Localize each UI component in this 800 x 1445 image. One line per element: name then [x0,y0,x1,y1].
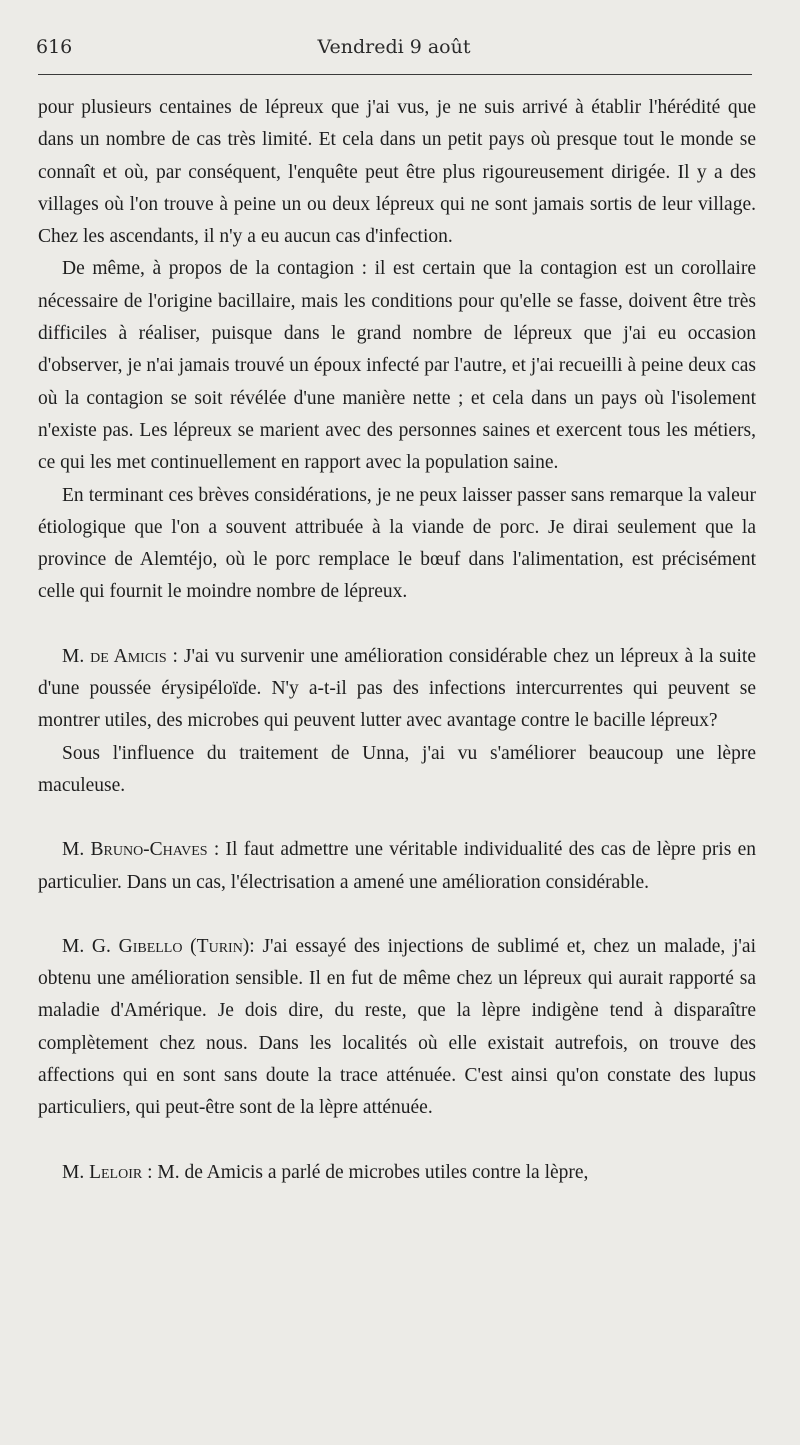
paragraph: En terminant ces brèves considérations, je ne peux laisser passer sans remarque la valeur étiologique que l'on a souvent attribuée à la viande de porc. Je dirai seulement que la province de Alemtéjo, où le porc remplace le bœuf dans l'alimentation, est précisément celle qui fournit le moindre nombre de lépreux. [38,484,756,603]
paragraph: Sous l'influence du traitement de Unna, j'ai vu s'améliorer beaucoup une lèpre maculeuse. [38,742,756,796]
header-rule [38,74,752,75]
section-gap [38,802,756,834]
text-body [38,92,756,1189]
speaker-name: M. G. Gibello (Turin): [62,935,255,957]
intervention-de-amicis [38,641,756,738]
section-gap [38,609,756,641]
speaker-name: M. Bruno-Chaves : [62,839,220,861]
intervention-text: J'ai vu survenir une amélioration considérable chez un lépreux à la suite d'une poussée érysipéloïde. N'y a-t-il pas des infections intercurrentes qui peuvent se montrer utiles, des microbes qui peuvent lutter avec avantage contre le bacille lépreux? [38,645,757,732]
intervention-bruno-chaves [38,834,756,899]
running-head [36,36,752,60]
intervention-gibello [38,931,756,1125]
intervention-text: J'ai essayé des injections de sublimé et, chez un malade, j'ai obtenu une amélioration sensible. Il en fut de même chez un lépreux qui aurait rapporté sa maladie d'Amérique. Je dois dire, du reste, que la lèpre indigène tend à disparaître complètement chez nous. Dans les localités où elle existait autrefois, on trouve des affections qui en sont sans doute la trace atténuée. C'est ainsi qu'on constate des lupus particuliers, qui peut-être sont de la lèpre atténuée. [38,935,756,1119]
intervention-leloir [38,1157,756,1189]
section-gap [38,1125,756,1157]
intervention-text: Il faut admettre une véritable individualité des cas de lèpre pris en particulier. Dans un cas, l'électrisation a amené une amélioration considérable. [38,839,757,893]
page-number: 616 [36,36,73,58]
paragraph: pour plusieurs centaines de lépreux que j'ai vus, je ne suis arrivé à établir l'hérédité que dans un nombre de cas très limité. Et cela dans un petit pays où presque tout le monde se connaît et où, par conséquent, l'enquête peut être plus rigoureusement dirigée. Il y a des villages où l'on trouve à peine un ou deux lépreux qui ne sont jamais sortis de leur village. Chez les ascendants, il n'y a eu aucun cas d'infection. [38,97,756,248]
speaker-name: M. Leloir : [62,1161,153,1183]
paragraph: De même, à propos de la contagion : il est certain que la contagion est un corollaire nécessaire de l'origine bacillaire, mais les conditions pour qu'elle se fasse, doivent être très difficiles à réaliser, puisque dans le grand nombre de lépreux que j'ai eu occasion d'observer, je n'ai jamais trouvé un époux infecté par l'autre, et j'ai recueilli à peine deux cas où la contagion se soit révélée d'une manière nette ; et cela dans un pays où l'isolement n'existe pas. Les lépreux se marient avec des personnes saines et exercent tous les métiers, ce qui les met continuellement en rapport avec la population saine. [38,258,756,474]
section-gap [38,899,756,931]
speaker-name: M. de Amicis : [62,645,178,667]
intervention-text: M. de Amicis a parlé de microbes utiles contre la lèpre, [157,1161,589,1183]
running-title: Vendredi 9 août [317,36,471,58]
